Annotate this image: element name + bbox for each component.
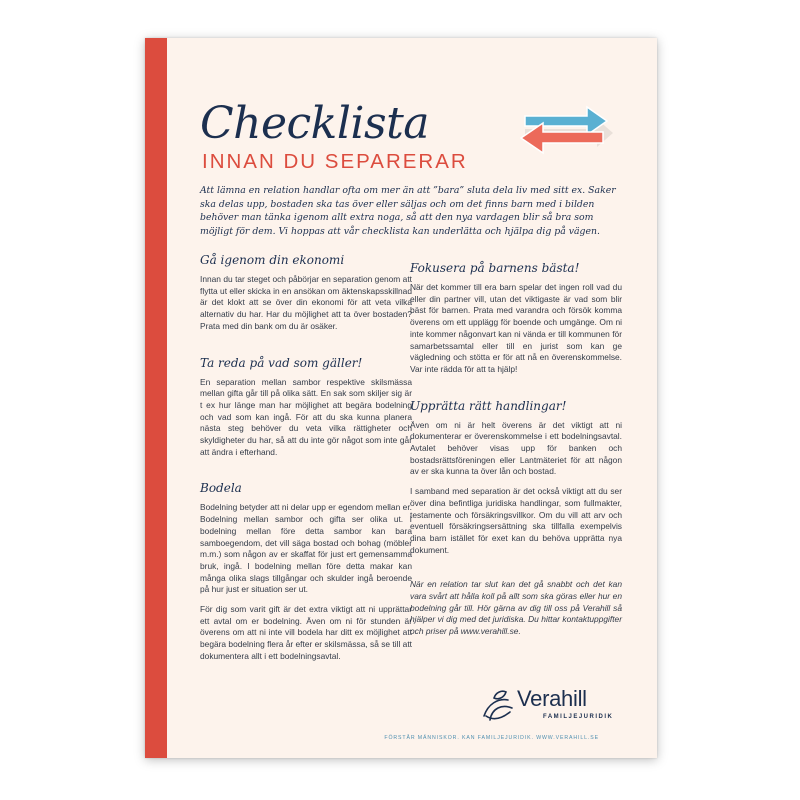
section-children (410, 261, 622, 376)
section-paragraph: Även om ni är helt överens är det viktigt att ni dokumenterar er överenskommelse i ett bodelningsavtal. Avtalet behöver visas upp för banken och bostadsrättsföreningen eller Lantmäteriet för att någon av er ska kunna ta över lån och bostad. (410, 419, 622, 477)
document-subtitle: INNAN DU SEPARERAR (202, 150, 468, 173)
section-heading: Fokusera på barnens bästa! (410, 261, 580, 275)
section-heading: Upprätta rätt handlingar! (410, 398, 567, 413)
section-paragraph: En separation mellan sambor respektive skilsmässa mellan gifta går till på olika sätt. En sak som skiljer sig är t ex hur länge man har möjlighet att begära bodelning och vad som kan ingå. För att du ska kunna planera nästa steg behöver du veta vilka rättigheter och skyldigheter du har, så att du inte gör något som inte går att ändra i efterhand. (200, 376, 412, 457)
section-paragraph: I samband med separation är det också viktigt att du ser över dina befintliga juridiska handlingar, som fullmakter, testamente och försäkringsvillkor. Om du vill att arv och eventuell försäkringsersättning ska tillfalla exempelvis dina barn istället för exet kan du behöva upprätta nya dokument. (410, 486, 622, 555)
section-heading: Ta reda på vad som gäller! (200, 355, 363, 370)
section-paragraph: När det kommer till era barn spelar det ingen roll vad du eller din partner vill, utan det viktigaste är vad som blir bäst för barnen. Prata med varandra och försök komma överens om ett upplägg för boende och umgänge. Om ni inte kommer någonvart kan ni vända er till kommunen för samarbetssamtal eller till en jurist som kan ge vägledning och stötta er för att nå en överenskommelse. Var inte rädda för att ta hjälp! (410, 282, 622, 374)
section-paragraph: Innan du tar steget och påbörjar en separation genom att flytta ut eller skicka in en ansökan om äktenskapsskillnad är det klokt att se över din ekonomi för att veta vilka alternativ du har. Har du möjlighet att ta över bostaden? Prata med din bank om du är osäker. (200, 274, 412, 331)
document-title: Checklista (200, 98, 429, 149)
section-economy (200, 253, 412, 333)
footer-text: FÖRSTÅR MÄNNISKOR. KAN FAMILJEJURIDIK. WWW.VERAHILL.SE (384, 735, 599, 741)
section-rules (200, 356, 412, 459)
section-bodela (200, 481, 412, 662)
swap-arrows-icon (515, 102, 615, 158)
intro-paragraph: Att lämna en relation handlar ofta om mer än att ”bara” sluta dela liv med sitt ex. Saker ska delas upp, bostaden ska tas över eller säljas och om det finns barn med i bilden behöver man tänka igenom allt extra noga, så att den nya vardagen blir så bra som möjligt för dem. Vi hoppas att vår checklista kan underlätta och hjälpa dig på vägen. (200, 185, 616, 237)
brand-name: Verahill (517, 686, 587, 711)
section-documents (410, 399, 622, 557)
brand-tagline: FAMILJEJURIDIK (543, 714, 614, 720)
right-column (410, 253, 622, 646)
section-paragraph: Bodelning betyder att ni delar upp er egendom mellan er. Bodelning mellan sambor och gifta ser olika ut. I bodelning mellan före detta sambor kan bara samboegendom, det vill säga bostad och bohag (möbler m.m.) som någon av er skaffat för just ert gemensamma bruk, ingå. I bodelning mellan före detta makar kan många olika slags tillgångar och skulder ingå beroende på hur just er situation ser ut. (200, 502, 412, 595)
accent-bar (145, 38, 167, 758)
callout-text: När en relation tar slut kan det gå snabbt och det kan vara svårt att hålla koll på allt som ska göras eller hur en bodelning går till. Hör gärna av dig till oss på Verahill så hjälper vi dig med det juridiska. Du hittar kontaktuppgifter och priser på www.verahill.se. (410, 579, 622, 637)
left-column (200, 253, 412, 686)
section-heading: Gå igenom din ekonomi (200, 253, 345, 267)
checklist-document (145, 38, 657, 758)
section-heading: Bodela (200, 481, 242, 496)
section-paragraph: För dig som varit gift är det extra viktigt att ni upprättar ett avtal om er bodelning. Även om ni för stunden är överens om att ni inte vill bodela har ditt ex möjlighet att begära bodelning flera år efter er skilsmässa, så se till att dokumentera allt i ett bodelningsavtal. (200, 604, 412, 661)
